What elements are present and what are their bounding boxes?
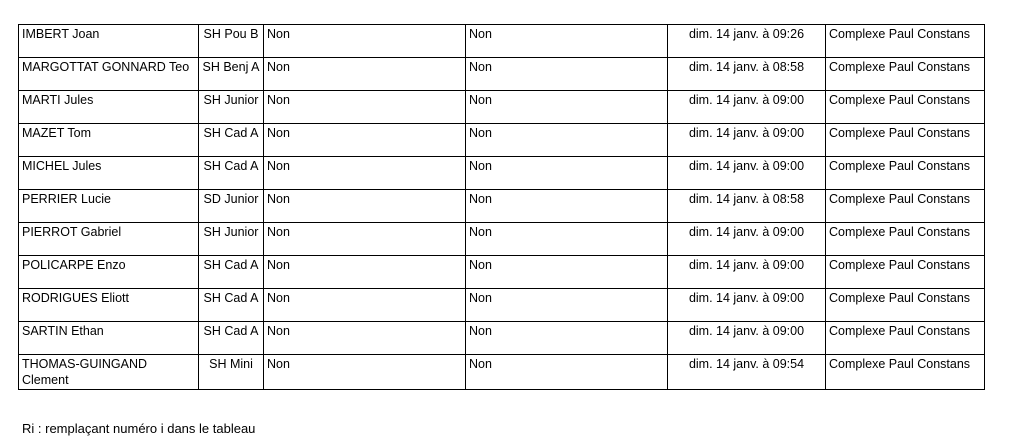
col3-value: Non [264, 355, 466, 390]
col3-value: Non [264, 223, 466, 256]
col3-value: Non [264, 157, 466, 190]
player-category: SH Junior [199, 91, 264, 124]
convocation-time: dim. 14 janv. à 09:00 [668, 124, 826, 157]
venue: Complexe Paul Constans [826, 223, 985, 256]
convocation-time: dim. 14 janv. à 09:00 [668, 157, 826, 190]
table-row [19, 58, 985, 91]
player-name: SARTIN Ethan [19, 322, 199, 355]
footnote: Ri : remplaçant numéro i dans le tableau [22, 421, 256, 436]
col4-value: Non [466, 25, 668, 58]
col3-value: Non [264, 58, 466, 91]
venue: Complexe Paul Constans [826, 91, 985, 124]
venue: Complexe Paul Constans [826, 289, 985, 322]
convocation-time: dim. 14 janv. à 09:00 [668, 256, 826, 289]
table-row [19, 124, 985, 157]
table-row [19, 157, 985, 190]
col4-value: Non [466, 355, 668, 390]
player-category: SH Junior [199, 223, 264, 256]
col4-value: Non [466, 289, 668, 322]
table-row [19, 223, 985, 256]
player-category: SH Cad A [199, 322, 264, 355]
table-row [19, 190, 985, 223]
player-category: SH Cad A [199, 289, 264, 322]
player-name: PIERROT Gabriel [19, 223, 199, 256]
convocation-time: dim. 14 janv. à 09:54 [668, 355, 826, 390]
convocation-time: dim. 14 janv. à 08:58 [668, 58, 826, 91]
player-name: PERRIER Lucie [19, 190, 199, 223]
convocation-time: dim. 14 janv. à 08:58 [668, 190, 826, 223]
venue: Complexe Paul Constans [826, 157, 985, 190]
convocation-time: dim. 14 janv. à 09:00 [668, 322, 826, 355]
col4-value: Non [466, 91, 668, 124]
col4-value: Non [466, 223, 668, 256]
table-row [19, 256, 985, 289]
table-row [19, 355, 985, 390]
table-row [19, 322, 985, 355]
player-name: MARTI Jules [19, 91, 199, 124]
convocation-time: dim. 14 janv. à 09:00 [668, 223, 826, 256]
table-row [19, 25, 985, 58]
col3-value: Non [264, 91, 466, 124]
player-name: MARGOTTAT GONNARD Teo [19, 58, 199, 91]
col4-value: Non [466, 58, 668, 91]
player-name: THOMAS-GUINGAND Clement [19, 355, 199, 390]
convocation-time: dim. 14 janv. à 09:00 [668, 289, 826, 322]
venue: Complexe Paul Constans [826, 256, 985, 289]
col3-value: Non [264, 289, 466, 322]
col3-value: Non [264, 190, 466, 223]
player-category: SH Mini [199, 355, 264, 390]
venue: Complexe Paul Constans [826, 58, 985, 91]
venue: Complexe Paul Constans [826, 355, 985, 390]
col4-value: Non [466, 256, 668, 289]
table-row [19, 289, 985, 322]
col4-value: Non [466, 190, 668, 223]
col3-value: Non [264, 256, 466, 289]
venue: Complexe Paul Constans [826, 322, 985, 355]
convocation-time: dim. 14 janv. à 09:00 [668, 91, 826, 124]
player-category: SH Benj A [199, 58, 264, 91]
player-name: RODRIGUES Eliott [19, 289, 199, 322]
player-name: IMBERT Joan [19, 25, 199, 58]
convocation-time: dim. 14 janv. à 09:26 [668, 25, 826, 58]
col3-value: Non [264, 25, 466, 58]
roster-table-body [19, 25, 985, 390]
venue: Complexe Paul Constans [826, 25, 985, 58]
col4-value: Non [466, 322, 668, 355]
roster-table [18, 24, 985, 390]
player-name: MICHEL Jules [19, 157, 199, 190]
player-name: POLICARPE Enzo [19, 256, 199, 289]
table-row [19, 91, 985, 124]
col4-value: Non [466, 157, 668, 190]
player-category: SH Cad A [199, 124, 264, 157]
player-name: MAZET Tom [19, 124, 199, 157]
player-category: SH Pou B [199, 25, 264, 58]
venue: Complexe Paul Constans [826, 124, 985, 157]
col3-value: Non [264, 322, 466, 355]
player-category: SH Cad A [199, 157, 264, 190]
player-category: SH Cad A [199, 256, 264, 289]
col4-value: Non [466, 124, 668, 157]
player-category: SD Junior [199, 190, 264, 223]
venue: Complexe Paul Constans [826, 190, 985, 223]
col3-value: Non [264, 124, 466, 157]
